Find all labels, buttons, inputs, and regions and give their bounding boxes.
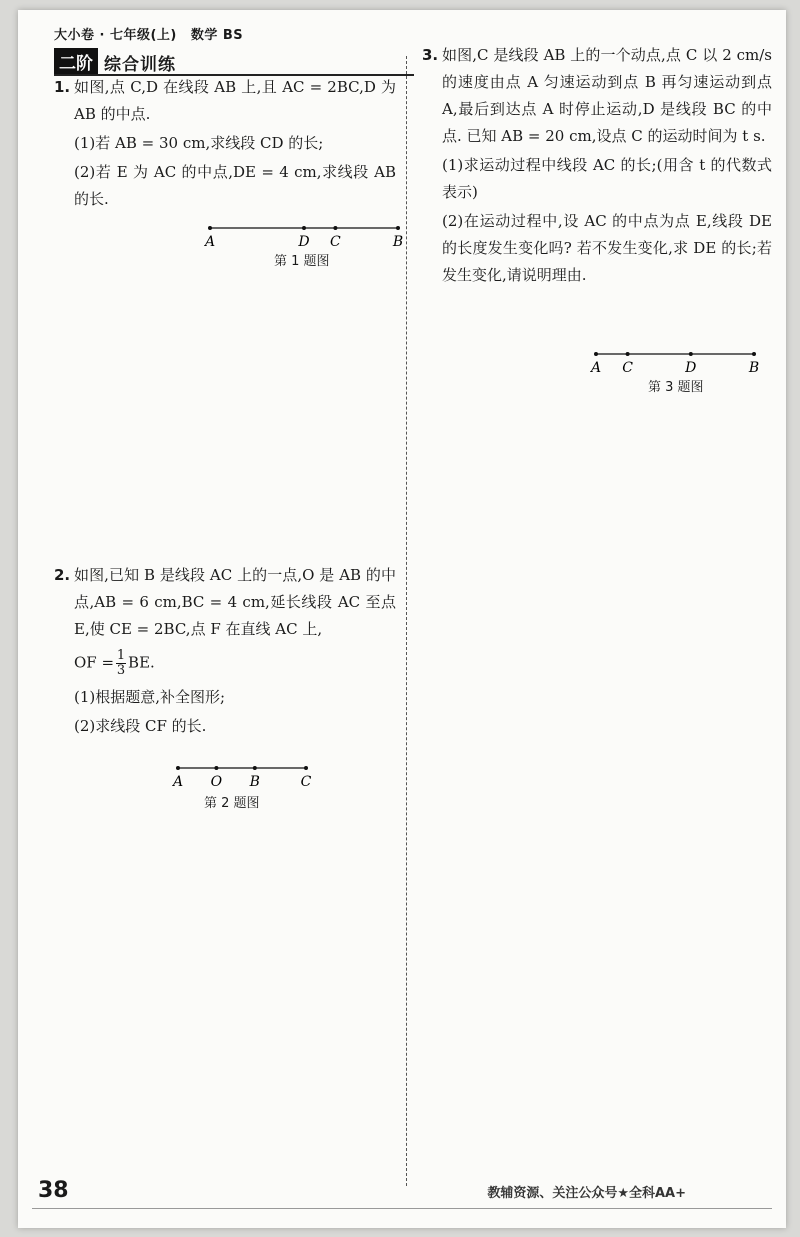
point-label: A bbox=[590, 360, 602, 376]
point-marker bbox=[689, 352, 693, 356]
segment-diagram bbox=[590, 344, 760, 378]
point-label: B bbox=[249, 774, 260, 790]
footer-note: 教辅资源、关注公众号★全科AA+ bbox=[487, 1186, 686, 1201]
formula-line bbox=[74, 649, 396, 678]
problem-part: (2)若 E 为 AC 的中点,DE = 4 cm,求线段 AB 的长. bbox=[74, 163, 396, 208]
problem-1 bbox=[54, 74, 396, 213]
figure-2 bbox=[172, 758, 312, 796]
formula-rhs: BE. bbox=[128, 653, 155, 672]
point-marker bbox=[594, 352, 598, 356]
point-label: O bbox=[210, 774, 223, 790]
point-marker bbox=[214, 766, 218, 770]
figure-caption: 第 1 题图 bbox=[274, 254, 330, 269]
figure-caption: 第 3 题图 bbox=[648, 380, 704, 395]
point-label: C bbox=[300, 774, 312, 790]
problem-part: (1)求运动过程中线段 AC 的长;(用含 t 的代数式表示) bbox=[442, 156, 772, 201]
point-marker bbox=[626, 352, 630, 356]
point-label: A bbox=[172, 774, 184, 790]
problem-number: 2. bbox=[54, 566, 71, 584]
book-header bbox=[54, 24, 243, 43]
column-divider bbox=[406, 56, 407, 1186]
section-tag: 二阶 bbox=[54, 48, 98, 76]
problem-number: 3. bbox=[422, 46, 439, 64]
section-heading bbox=[54, 48, 176, 76]
point-marker bbox=[304, 766, 308, 770]
problem-3 bbox=[422, 42, 772, 289]
problem-part: (2)在运动过程中,设 AC 的中点为点 E,线段 DE 的长度发生变化吗? 若不发生变化,求 DE 的长;若发生变化,请说明理由. bbox=[442, 212, 772, 284]
segment-diagram bbox=[204, 218, 404, 252]
point-marker bbox=[333, 226, 337, 230]
problem-stem: 如图,点 C,D 在线段 AB 上,且 AC = 2BC,D 为 AB 的中点. bbox=[74, 78, 396, 123]
bottom-rule bbox=[32, 1208, 772, 1209]
point-label: C bbox=[330, 234, 341, 250]
point-marker bbox=[208, 226, 212, 230]
figure-caption: 第 2 题图 bbox=[204, 796, 260, 811]
section-name: 综合训练 bbox=[104, 54, 176, 75]
problem-part: (1)若 AB = 30 cm,求线段 CD 的长; bbox=[74, 134, 324, 152]
point-label: B bbox=[748, 360, 760, 376]
point-label: B bbox=[392, 234, 404, 250]
formula-lhs: OF = bbox=[74, 653, 115, 672]
problem-stem: 如图,C 是线段 AB 上的一个动点,点 C 以 2 cm/s 的速度由点 A 匀速运动到点 B 再匀速运动到点 A,最后到达点 A 时停止运动,D 是线段 BC 的中点. 已知 AB = 20 cm,设点 C 的运动时间为 t s. bbox=[442, 46, 772, 145]
point-label: D bbox=[685, 360, 697, 376]
problem-2 bbox=[54, 562, 396, 740]
problem-stem: 如图,已知 B 是线段 AC 上的一点,O 是 AB 的中点,AB = 6 cm,BC = 4 cm,延长线段 AC 至点 E,使 CE = 2BC,点 F 在直线 AC 上, bbox=[74, 566, 396, 638]
point-label: C bbox=[622, 360, 633, 376]
fraction-numerator: 1 bbox=[116, 648, 126, 663]
subject-label: 数学 BS bbox=[190, 28, 244, 43]
point-marker bbox=[302, 226, 306, 230]
problem-part: (1)根据题意,补全图形; bbox=[74, 688, 226, 706]
point-label: D bbox=[298, 234, 310, 250]
point-marker bbox=[752, 352, 756, 356]
point-label: A bbox=[204, 234, 216, 250]
point-marker bbox=[176, 766, 180, 770]
workbook-page bbox=[18, 10, 786, 1228]
fraction-one-third bbox=[116, 649, 126, 678]
point-marker bbox=[253, 766, 257, 770]
segment-diagram bbox=[172, 758, 312, 792]
problem-number: 1. bbox=[54, 78, 71, 96]
page-number: 38 bbox=[38, 1178, 69, 1203]
fraction-denominator: 3 bbox=[116, 663, 126, 678]
book-title: 大小卷 · 七年级(上) bbox=[54, 28, 177, 43]
point-marker bbox=[396, 226, 400, 230]
problem-part: (2)求线段 CF 的长. bbox=[74, 717, 207, 735]
